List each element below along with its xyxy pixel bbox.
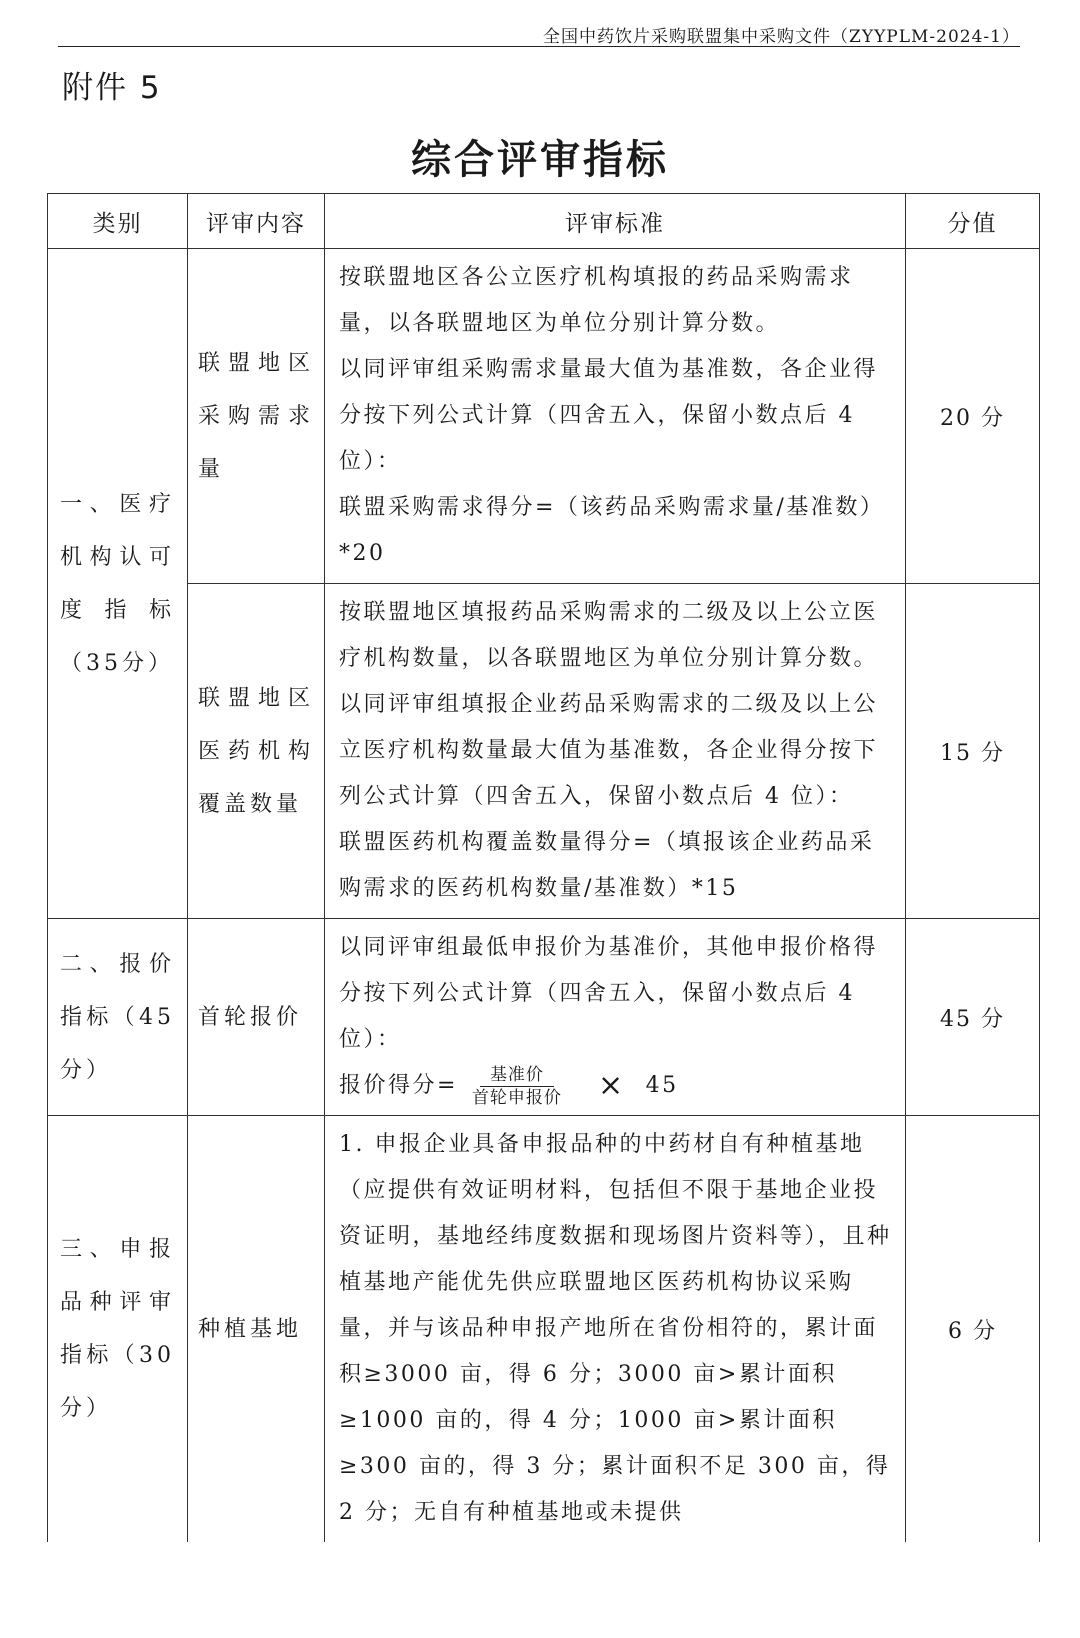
criteria-cell <box>325 249 906 584</box>
content-cell: 联盟地区医药机构覆盖数量 <box>188 584 325 919</box>
header-score: 分值 <box>906 194 1040 249</box>
criteria-paragraph: 联盟采购需求得分=（该药品采购需求量/基准数）*20 <box>339 495 885 566</box>
formula-numerator: 基准价 <box>480 1064 554 1087</box>
multiply-symbol: × <box>597 1068 626 1103</box>
attachment-label: 附件 5 <box>62 70 162 106</box>
content-cell: 种植基地 <box>188 1116 325 1543</box>
document-header: 全国中药饮片采购联盟集中采购文件（ZYYPLM-2024-1） <box>543 27 1020 47</box>
criteria-paragraph: 联盟医药机构覆盖数量得分=（填报该企业药品采购需求的医药机构数量/基准数）*15 <box>339 830 875 901</box>
criteria-paragraph: 以同评审组最低申报价为基准价，其他申报价格得分按下列公式计算（四舍五入，保留小数点后 4 位）： <box>339 935 879 1052</box>
criteria-paragraph: 1. 申报企业具备申报品种的中药材自有种植基地（应提供有效证明材料，包括但不限于基地企业投资证明，基地经纬度数据和现场图片资料等），且种植基地产能优先供应联盟地区医药机构协议采购量，并与该品种申报产地所在省份相符的，累计面积≥3000 亩，得 6 分；3000 亩>累计面积≥1000 亩的，得 4 分；1000 亩>累计面积≥300 亩的，得 3 分；累计面积不足 300 亩，得 2 分；无自有种植基地或未提供 <box>339 1132 892 1525</box>
score-cell: 45 分 <box>906 919 1040 1116</box>
category-cell: 三、申报品种评审指标（30分） <box>48 1116 188 1543</box>
category-cell: 二、报价指标（45分） <box>48 919 188 1116</box>
category-cell: 一、医疗机构认可度指标（35分） <box>48 249 188 919</box>
content-cell: 首轮报价 <box>188 919 325 1116</box>
formula-multiplier: 45 <box>645 1073 679 1098</box>
criteria-paragraph: 按联盟地区填报药品采购需求的二级及以上公立医疗机构数量，以各联盟地区为单位分别计算分数。 <box>339 600 879 671</box>
page-title: 综合评审指标 <box>411 137 669 183</box>
formula-denominator: 首轮申报价 <box>471 1087 562 1108</box>
criteria-cell <box>325 919 906 1116</box>
table-row <box>48 584 1040 919</box>
score-cell: 20 分 <box>906 249 1040 584</box>
table-row <box>48 249 1040 584</box>
formula-prefix: 报价得分= <box>339 1073 458 1098</box>
table-header-row <box>48 194 1040 249</box>
criteria-cell <box>325 1116 906 1543</box>
score-cell: 15 分 <box>906 584 1040 919</box>
header-category: 类别 <box>48 194 188 249</box>
header-rule <box>58 46 1020 47</box>
content-cell: 联盟地区采购需求量 <box>188 249 325 584</box>
formula-fraction <box>462 1064 572 1109</box>
header-criteria: 评审标准 <box>325 194 906 249</box>
criteria-paragraph: 按联盟地区各公立医疗机构填报的药品采购需求量，以各联盟地区为单位分别计算分数。 <box>339 265 854 336</box>
score-cell: 6 分 <box>906 1116 1040 1543</box>
header-content: 评审内容 <box>188 194 325 249</box>
price-score-formula <box>339 1063 895 1109</box>
table-row <box>48 919 1040 1116</box>
evaluation-table <box>47 193 1040 1542</box>
table-row <box>48 1116 1040 1543</box>
criteria-cell <box>325 584 906 919</box>
criteria-paragraph: 以同评审组填报企业药品采购需求的二级及以上公立医疗机构数量最大值为基准数，各企业得分按下列公式计算（四舍五入，保留小数点后 4 位）： <box>339 692 879 809</box>
criteria-paragraph: 以同评审组采购需求量最大值为基准数，各企业得分按下列公式计算（四舍五入，保留小数点后 4 位）： <box>339 357 879 474</box>
